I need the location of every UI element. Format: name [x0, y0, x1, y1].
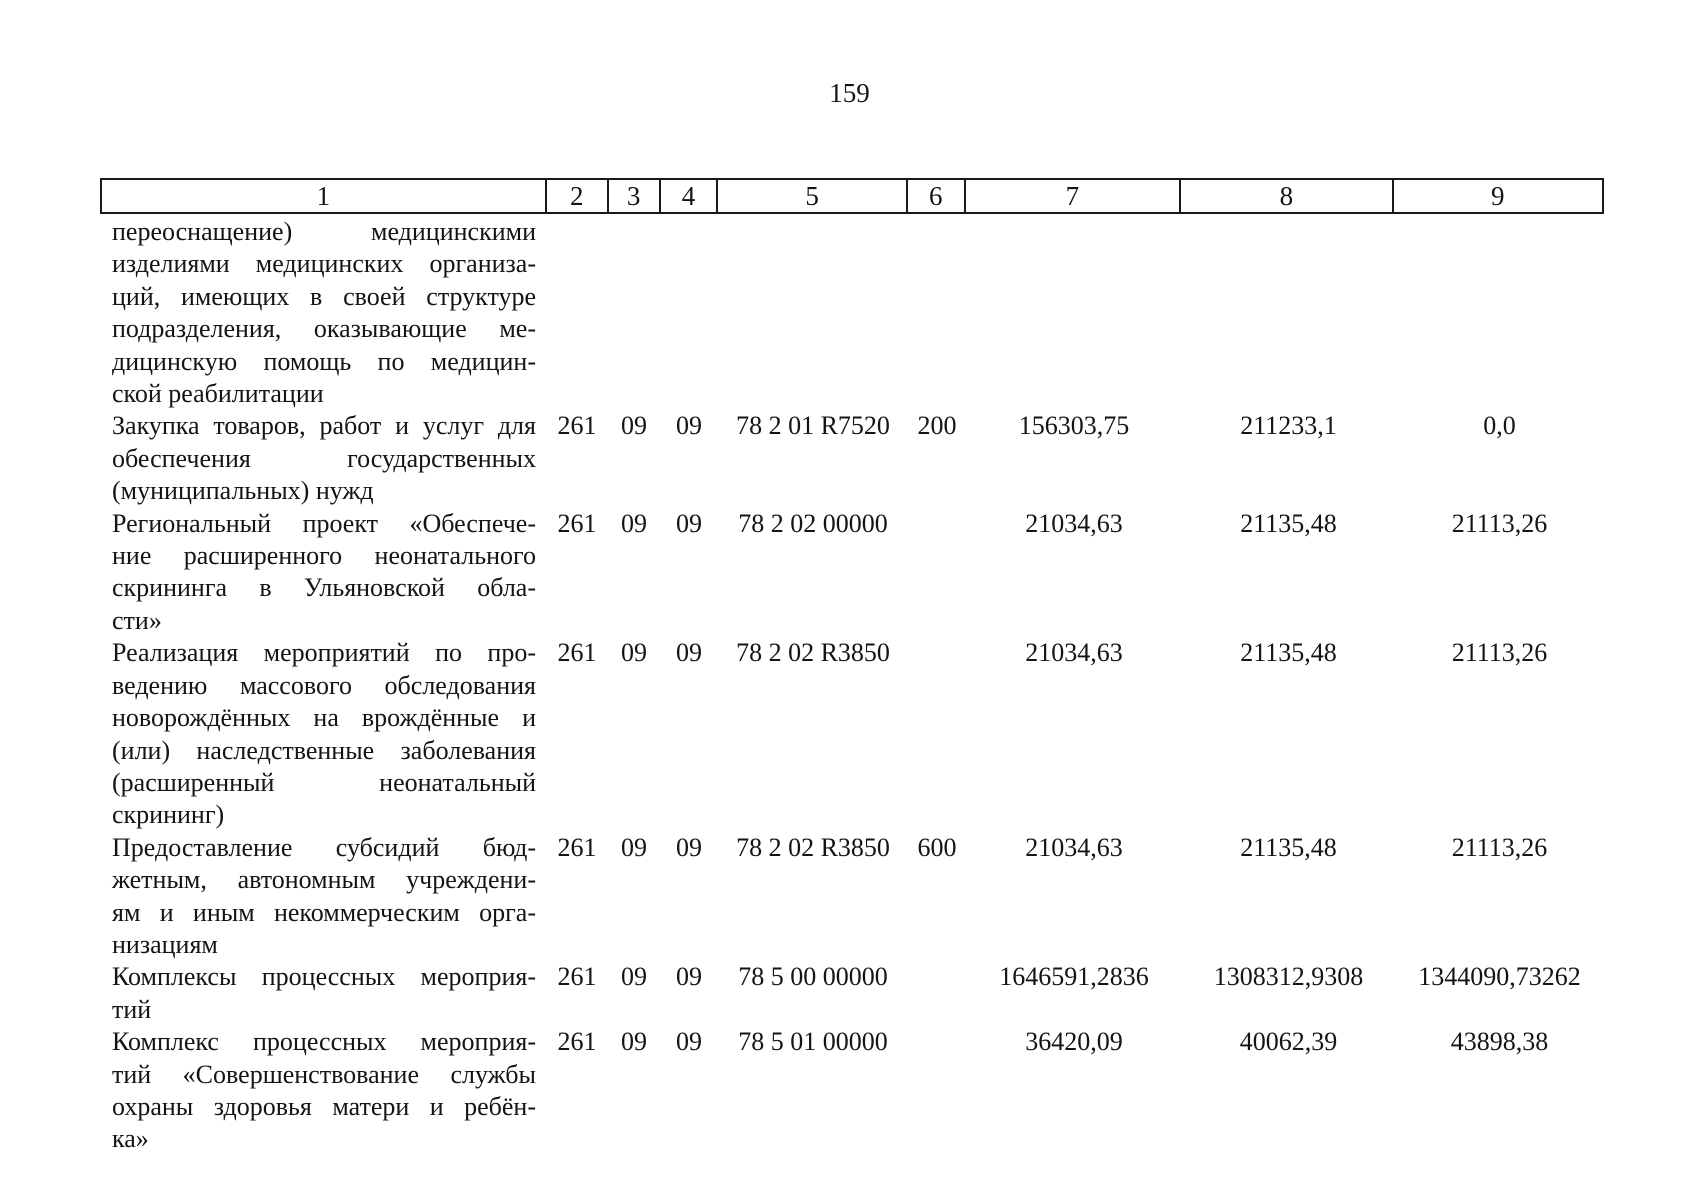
cell-target-code: 78 2 01 R7520: [736, 411, 890, 441]
cell-section: 261: [557, 411, 597, 441]
header-cell-1: 1: [102, 180, 547, 212]
cell-amount-year-3: 21113,26: [1451, 832, 1548, 862]
cell-amount-year-1: 21034,63: [1025, 638, 1123, 668]
header-cell-9: 9: [1491, 181, 1505, 211]
cell-name-line: обеспечения государственных: [112, 443, 536, 473]
cell-name-line: охраны здоровья матери и ребён-: [112, 1091, 536, 1121]
cell-name-line: скрининг): [112, 800, 225, 830]
cell-amount-year-3: 21113,26: [1451, 638, 1548, 668]
cell-section: 261: [557, 508, 597, 538]
cell-target-code: 78 2 02 R3850: [736, 638, 890, 668]
cell-article: 09: [676, 638, 702, 668]
cell-name-line: дицинскую помощь по медицин-: [112, 346, 536, 376]
cell-amount-year-3: 43898,38: [1450, 1027, 1549, 1057]
cell-amount-year-2: 1308312,9308: [1213, 962, 1364, 992]
cell-name: [100, 637, 546, 831]
table-row: [100, 832, 1604, 962]
header-cell-6: 6: [908, 180, 966, 212]
cell-name-line: ций, имеющих в своей структуре: [112, 281, 536, 311]
cell-section: 261: [557, 638, 597, 668]
cell-name-line: жетным, автономным учреждени-: [112, 865, 536, 895]
cell-section: 261: [557, 832, 597, 862]
table-row: [100, 961, 1604, 1026]
cell-name-line: (муниципальных) нужд: [112, 476, 374, 506]
cell-amount-year-2: 40062,39: [1239, 1027, 1338, 1057]
cell-name-line: сти»: [112, 605, 162, 635]
cell-expense-type: 600: [917, 832, 957, 862]
cell-amount-year-2: 211233,1: [1240, 411, 1337, 441]
cell-expense-type: 200: [917, 411, 957, 441]
cell-name-line: подразделения, оказывающие ме-: [112, 314, 536, 344]
cell-subsection: 09: [621, 508, 647, 538]
cell-name-line: тий: [112, 994, 152, 1024]
cell-name: [100, 832, 546, 962]
cell-name: [100, 216, 546, 410]
cell-amount-year-1: 156303,75: [1018, 411, 1130, 441]
cell-name-line: ведению массового обследования: [112, 670, 536, 700]
cell-target-code: 78 5 01 00000: [738, 1027, 888, 1057]
cell-subsection: 09: [621, 638, 647, 668]
cell-name: [100, 410, 546, 507]
cell-amount-year-3: 1344090,73262: [1418, 962, 1581, 992]
cell-article: 09: [676, 411, 702, 441]
cell-name-line: Региональный проект «Обеспече-: [112, 508, 536, 538]
cell-amount-year-1: 21034,63: [1025, 832, 1123, 862]
cell-amount-year-2: 21135,48: [1240, 638, 1337, 668]
cell-amount-year-2: 21135,48: [1240, 508, 1337, 538]
cell-target-code: 78 2 02 R3850: [736, 832, 890, 862]
cell-article: 09: [676, 1027, 702, 1057]
cell-name-line: Закупка товаров, работ и услуг для: [112, 411, 536, 441]
table-header: [100, 178, 1604, 214]
header-cell-4: 4: [661, 180, 719, 212]
cell-amount-year-2: 21135,48: [1240, 832, 1337, 862]
cell-name-line: новорождённых на врождённые и: [112, 703, 536, 733]
cell-name-line: скрининга в Ульяновской обла-: [112, 573, 536, 603]
cell-name: [100, 961, 546, 1026]
cell-name-line: переоснащение) медицинскими: [112, 217, 536, 246]
header-cell-2: 2: [547, 180, 609, 212]
cell-name-line: ям и иным некоммерческим орга-: [112, 897, 536, 927]
cell-article: 09: [676, 962, 702, 992]
cell-name-line: (или) наследственные заболевания: [112, 735, 536, 765]
cell-name-line: изделиями медицинских организа-: [112, 249, 536, 279]
cell-article: 09: [676, 832, 702, 862]
cell-section: 261: [557, 962, 597, 992]
cell-name-line: Предоставление субсидий бюд-: [112, 832, 536, 862]
cell-name-line: тий «Совершенствование службы: [112, 1059, 536, 1089]
table-row: [100, 508, 1604, 638]
cell-subsection: 09: [621, 832, 647, 862]
cell-amount-year-1: 21034,63: [1025, 508, 1123, 538]
header-cell-8: 8: [1181, 180, 1393, 212]
cell-name: [100, 508, 546, 638]
header-cell-7: 7: [966, 180, 1181, 212]
cell-article: 09: [676, 508, 702, 538]
cell-name-line: (расширенный неонатальный: [112, 767, 536, 797]
table-row: [100, 410, 1604, 507]
cell-section: 261: [557, 1027, 597, 1057]
cell-subsection: 09: [621, 411, 647, 441]
cell-amount-year-1: 1646591,2836: [999, 962, 1149, 992]
cell-name: [100, 1026, 546, 1156]
cell-name-line: низациям: [112, 929, 218, 959]
table-body: [100, 216, 1604, 1156]
cell-target-code: 78 5 00 00000: [738, 962, 888, 992]
table-row: [100, 216, 1604, 410]
cell-target-code: 78 2 02 00000: [738, 508, 888, 538]
cell-name-line: ской реабилитации: [112, 379, 324, 409]
cell-name-line: Комплексы процессных мероприя-: [112, 962, 536, 992]
cell-amount-year-1: 36420,09: [1025, 1027, 1123, 1057]
cell-subsection: 09: [621, 962, 647, 992]
cell-name-line: ние расширенного неонатального: [112, 541, 536, 571]
table-row: [100, 637, 1604, 831]
cell-name-line: ка»: [112, 1124, 149, 1154]
cell-name-line: Реализация мероприятий по про-: [112, 638, 536, 668]
page-number: 159: [829, 78, 870, 108]
cell-amount-year-3: 0,0: [1483, 411, 1516, 441]
cell-name-line: Комплекс процессных мероприя-: [112, 1027, 536, 1057]
header-cell-3: 3: [609, 180, 661, 212]
header-cell-5: 5: [718, 180, 908, 212]
table-row: [100, 1026, 1604, 1156]
cell-amount-year-3: 21113,26: [1451, 508, 1548, 538]
cell-subsection: 09: [621, 1027, 647, 1057]
